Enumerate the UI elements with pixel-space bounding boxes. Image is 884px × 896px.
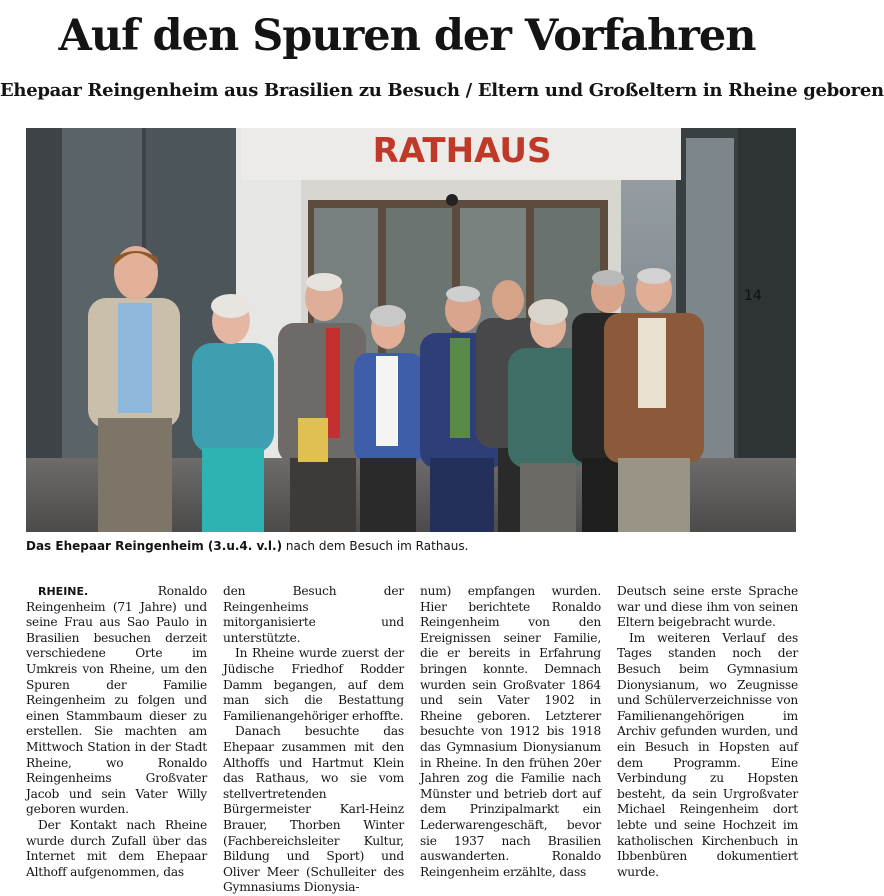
photo-caption (26, 537, 796, 555)
article-column-1 (26, 584, 207, 879)
caption-bold: Das Ehepaar Reingenheim (3.u.4. v.l.) (26, 539, 283, 553)
col4-paragraph-2: Im weiteren Verlauf des Tages standen noch der Besuch beim Gymnasium Dionysianum, wo Zeugnisse und Schülerverzeichnisse von Familienangehörigen im Archiv gefunden wurden, und ein Besuch in Hopsten auf dem Programm. Eine Verbindung zu Hopsten besteht, da sein Urgroßvater Michael Reingenheim dort lebte und seine Hochzeit im katholischen Kirchenbuch in Ibbenbüren dokumentiert wurde. (617, 630, 798, 879)
col3-paragraph-1: num) empfangen wurden. Hier berichtete Ronaldo Reingenheim von den Ereignissen seiner Familie, die er bereits in Erfahrung bringen konnte. Demnach wurden sein Großvater 1864 und sein Vater 1902 in Rheine geboren. Letzterer besuchte von 1912 bis 1918 das Gymnasium Dionysianum in Rheine. In den frühen 20er Jahren zog die Familie nach Münster und betrieb dort auf dem Prinzipalmarkt ein Lederwarengeschäft, bevor sie 1937 nach Brasilien auswanderten. Ronaldo Reingenheim erzählte, dass (420, 584, 601, 879)
col1-paragraph-1: Ronaldo Reingenheim (71 Jahre) und seine Frau aus Sao Paulo in Brasilien besuchen derzeit verschiedene Orte im Umkreis von Rheine, um den Spuren der Familie Reingenheim zu folgen und einen Stammbaum dieser zu erstellen. Sie machten am Mittwoch Station in der Stadt Rheine, wo Ronaldo Reingenheims Großvater Jacob und sein Vater Willy geboren wurden. (26, 584, 207, 817)
col2-paragraph-3: Danach besuchte das Ehepaar zusammen mit den Althoffs und Hartmut Klein das Rathaus, wo sie vom stellvertretenden Bürgermeister Karl-Heinz Brauer, Thorben Winter (Fachbereichsleiter Kultur, Bildung und Sport) und Oliver Meer (Schulleiter des Gymnasiums Dionysia- (223, 724, 404, 895)
rathaus-sign: RATHAUS (372, 131, 552, 171)
article-column-4 (617, 584, 798, 879)
subheadline: Ehepaar Reingenheim aus Brasilien zu Besuch / Eltern und Großeltern in Rheine geboren (0, 80, 884, 101)
col4-paragraph-1: Deutsch seine erste Sprache war und diese ihm von seinen Eltern beigebracht wurde. (617, 584, 798, 630)
security-camera (446, 194, 458, 206)
group-photo (26, 128, 796, 532)
col2-paragraph-1: den Besuch der Reingenheims mitorganisierte und unterstützte. (223, 584, 404, 645)
headline: Auf den Spuren der Vorfahren (58, 11, 756, 61)
dateline: RHEINE. (38, 585, 89, 598)
article-column-3 (420, 584, 601, 879)
col1-paragraph-2: Der Kontakt nach Rheine wurde durch Zufall über das Internet mit dem Ehepaar Althoff aufgenommen, das (26, 817, 207, 879)
col2-paragraph-2: In Rheine wurde zuerst der Jüdische Friedhof Rodder Damm begangen, auf dem man sich die Bestattung Familienangehöriger erhoffte. (223, 646, 404, 723)
caption-text: nach dem Besuch im Rathaus. (282, 539, 469, 553)
door-number: 14 (744, 288, 762, 304)
article-body (26, 584, 798, 895)
article-column-2 (223, 584, 404, 895)
